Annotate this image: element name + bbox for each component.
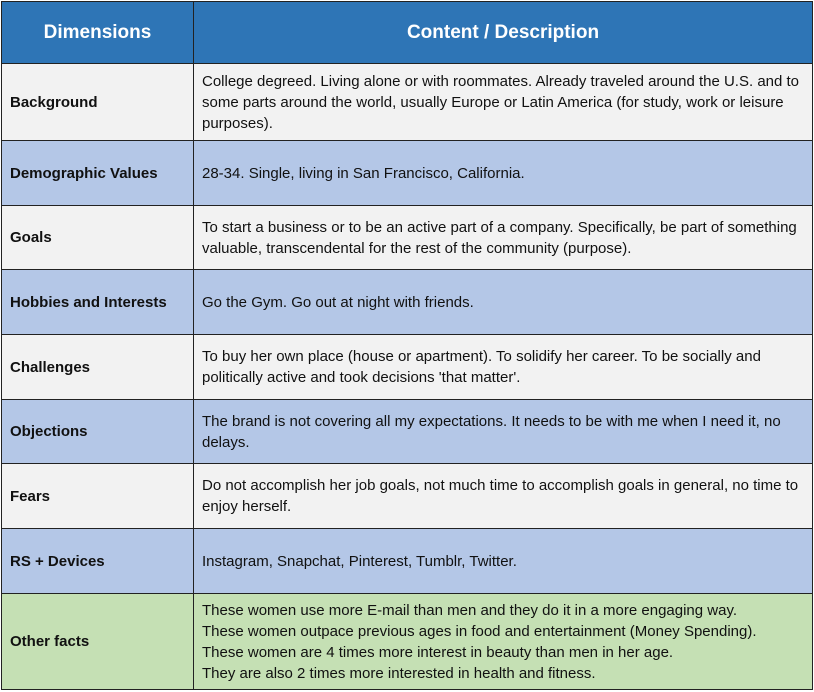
dimension-cell: Objections [2, 400, 194, 464]
dimension-cell: Background [2, 64, 194, 141]
table-row [2, 270, 813, 335]
dimension-cell: Demographic Values [2, 141, 194, 206]
description-cell: Do not accomplish her job goals, not much time to accomplish goals in general, no time to enjoy herself. [194, 464, 813, 529]
header-dimensions: Dimensions [2, 2, 194, 64]
table-row [2, 594, 813, 690]
description-line: These women use more E-mail than men and they do it in a more engaging way. [202, 601, 738, 619]
table-row [2, 400, 813, 464]
dimension-cell: Fears [2, 464, 194, 529]
header-content-description: Content / Description [194, 2, 813, 64]
description-cell [194, 594, 813, 690]
description-cell: Instagram, Snapchat, Pinterest, Tumblr, Twitter. [194, 529, 813, 594]
table-row [2, 464, 813, 529]
dimension-cell: Hobbies and Interests [2, 270, 194, 335]
table-row [2, 64, 813, 141]
description-line: They are also 2 times more interested in health and fitness. [202, 664, 596, 682]
description-line: These women outpace previous ages in food and entertainment (Money Spending). [202, 622, 757, 640]
description-cell: Go the Gym. Go out at night with friends. [194, 270, 813, 335]
persona-table [1, 1, 813, 690]
header-row [2, 2, 813, 64]
description-cell: 28-34. Single, living in San Francisco, California. [194, 141, 813, 206]
table-row [2, 335, 813, 400]
description-cell: The brand is not covering all my expectations. It needs to be with me when I need it, no delays. [194, 400, 813, 464]
table-row [2, 206, 813, 270]
description-cell: To buy her own place (house or apartment). To solidify her career. To be socially and politically active and took decisions 'that matter'. [194, 335, 813, 400]
description-cell: To start a business or to be an active part of a company. Specifically, be part of something valuable, transcendental for the rest of the community (purpose). [194, 206, 813, 270]
dimension-cell: RS + Devices [2, 529, 194, 594]
description-line: These women are 4 times more interest in beauty than men in her age. [202, 643, 674, 661]
dimension-cell: Goals [2, 206, 194, 270]
table-row [2, 529, 813, 594]
dimension-cell: Other facts [2, 594, 194, 690]
dimension-cell: Challenges [2, 335, 194, 400]
description-cell: College degreed. Living alone or with roommates. Already traveled around the U.S. and to some parts around the world, usually Europe or Latin America (for study, work or leisure purposes). [194, 64, 813, 141]
table-row [2, 141, 813, 206]
